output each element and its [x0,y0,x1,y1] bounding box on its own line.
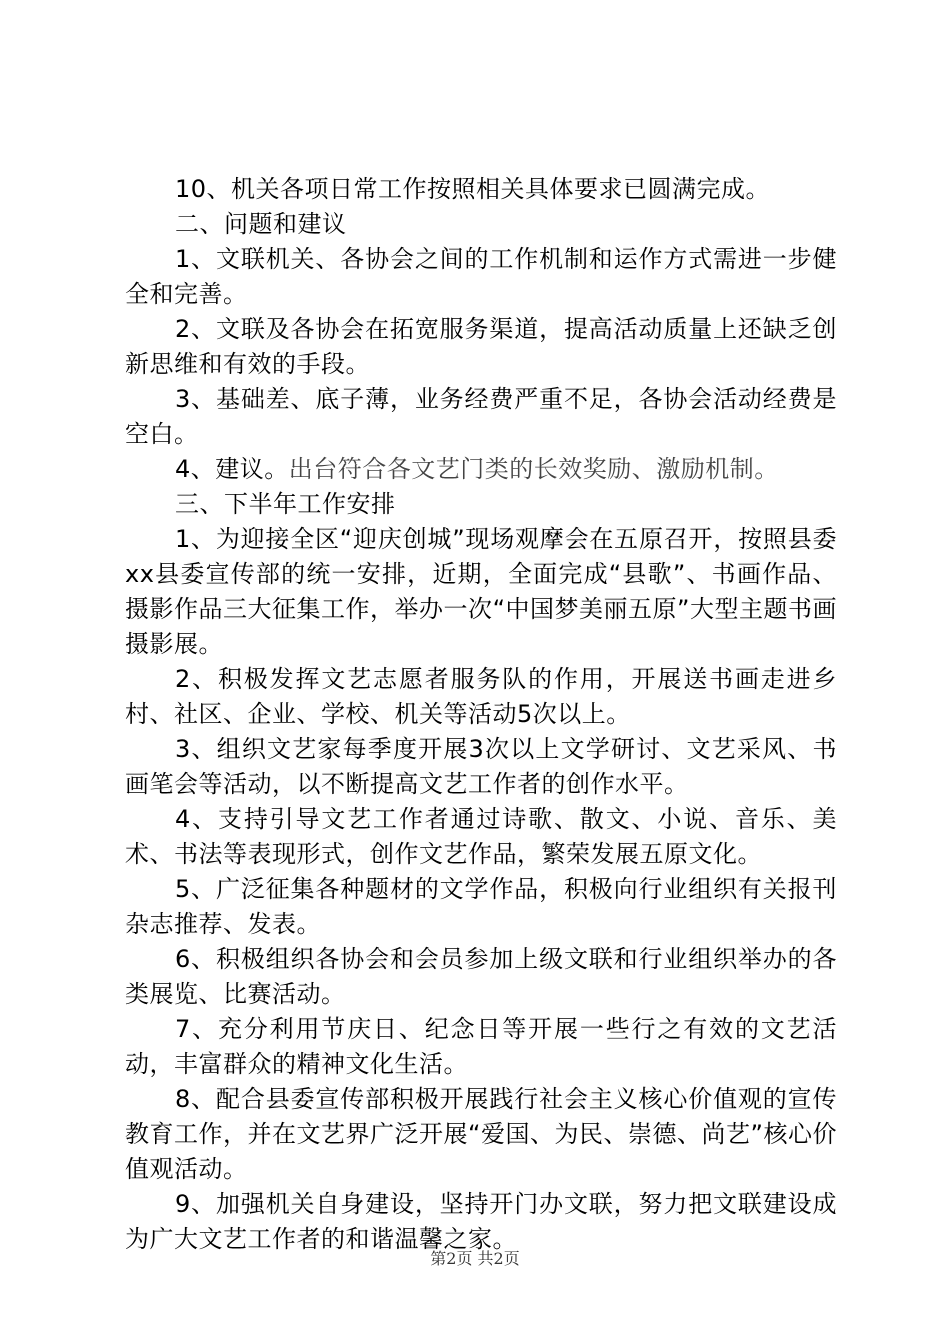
paragraph-routine-work: 10、机关各项日常工作按照相关具体要求已圆满完成。 [175,175,771,203]
suggestion-text: 出台符合各文艺门类的长效奖励、激励机制。 [288,455,779,483]
paragraph-plan-3: 3、组织文艺家每季度开展3次以上文学研讨、文艺采风、书画笔会等活动，以不断提高文艺工作者的创作水平。 [125,735,837,798]
suggestion-label: 4、建议。 [175,455,289,483]
paragraph-plan-7: 7、充分利用节庆日、纪念日等开展一些行之有效的文艺活动，丰富群众的精神文化生活。 [125,1015,837,1078]
document-body [125,172,837,1257]
paragraph-plan-6: 6、积极组织各协会和会员参加上级文联和行业组织举办的各类展览、比赛活动。 [125,945,837,1008]
paragraph-plan-5: 5、广泛征集各种题材的文学作品，积极向行业组织有关报刊杂志推荐、发表。 [125,875,837,938]
heading-problems-suggestions: 二、问题和建议 [175,210,347,238]
paragraph-plan-9: 9、加强机关自身建设，坚持开门办文联，努力把文联建设成为广大文艺工作者的和谐温馨之家。 [125,1190,837,1253]
paragraph-problem-2: 2、文联及各协会在拓宽服务渠道，提高活动质量上还缺乏创新思维和有效的手段。 [125,315,837,378]
paragraph-plan-2: 2、积极发挥文艺志愿者服务队的作用，开展送书画走进乡村、社区、企业、学校、机关等活动5次以上。 [125,665,837,728]
paragraph-plan-8: 8、配合县委宣传部积极开展践行社会主义核心价值观的宣传教育工作，并在文艺界广泛开展“爱国、为民、崇德、尚艺”核心价值观活动。 [125,1085,837,1183]
paragraph-plan-1: 1、为迎接全区“迎庆创城”现场观摩会在五原召开，按照县委xx县委宣传部的统一安排，近期，全面完成“县歌”、书画作品、摄影作品三大征集工作，举办一次“中国梦美丽五原”大型主题书画摄影展。 [125,525,837,658]
paragraph-suggestion [125,452,837,487]
page-number-footer: 第2页 共2页 [430,1249,520,1268]
paragraph-problem-1: 1、文联机关、各协会之间的工作机制和运作方式需进一步健全和完善。 [125,245,837,308]
heading-second-half-plan: 三、下半年工作安排 [175,490,396,518]
paragraph-problem-3: 3、基础差、底子薄，业务经费严重不足，各协会活动经费是空白。 [125,385,837,448]
paragraph-plan-4: 4、支持引导文艺工作者通过诗歌、散文、小说、音乐、美术、书法等表现形式，创作文艺作品，繁荣发展五原文化。 [125,805,837,868]
